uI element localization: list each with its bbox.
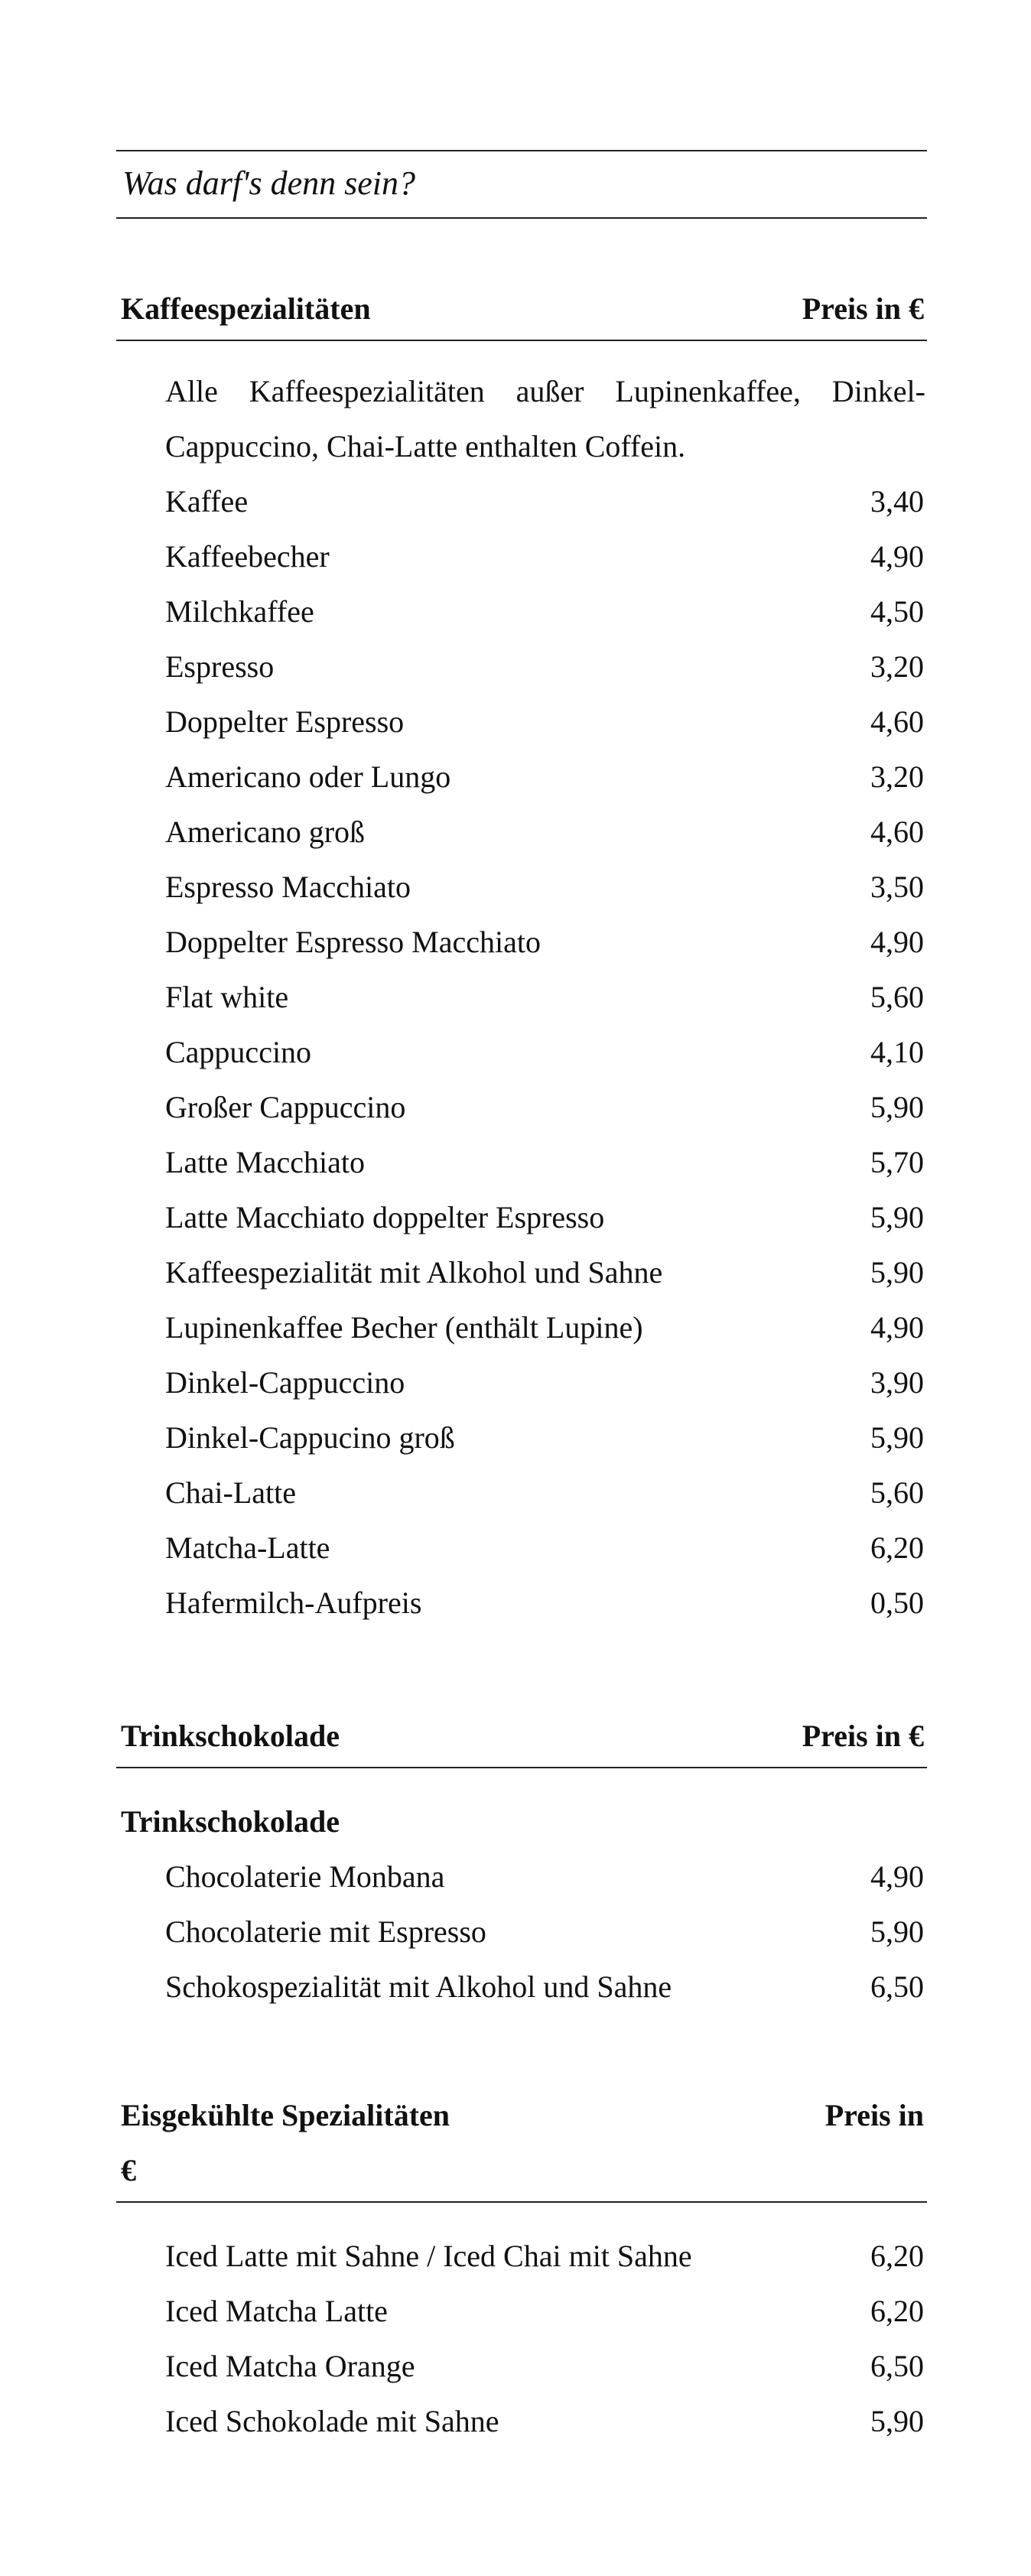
- item-name: Iced Matcha Orange: [165, 2349, 415, 2383]
- item-price: 3,40: [870, 484, 924, 519]
- menu-item: [165, 1849, 924, 1904]
- menu-item: [165, 805, 924, 860]
- page-title: Was darf's denn sein?: [122, 164, 416, 202]
- item-name: Latte Macchiato: [165, 1145, 365, 1179]
- menu-item: [165, 2284, 924, 2339]
- section-header-eisgekuehlte-spezialitaeten: [121, 2088, 924, 2198]
- item-name: Hafermilch-Aufpreis: [165, 1586, 422, 1620]
- item-name: Iced Matcha Latte: [165, 2294, 388, 2328]
- item-price: 6,20: [870, 2294, 924, 2328]
- item-price: 5,70: [870, 1145, 924, 1179]
- item-name: Americano groß: [165, 815, 366, 849]
- caffeine-note: Alle Kaffeespezialitäten außer Lupinenkaffee, Dinkel-Cappuccino, Chai-Latte enthalten Coffein.: [165, 374, 925, 463]
- item-name: Matcha-Latte: [165, 1530, 330, 1565]
- price-column-heading: Preis in €: [802, 291, 924, 326]
- menu-item: [165, 1410, 924, 1465]
- item-price: 5,90: [870, 2404, 924, 2438]
- menu-item: [165, 584, 924, 639]
- item-name: Doppelter Espresso: [165, 704, 405, 739]
- menu-item: [165, 1960, 924, 2015]
- menu-item: [165, 1300, 924, 1355]
- item-price: 6,20: [870, 1530, 924, 1565]
- subsection-heading: Trinkschokolade: [121, 1804, 340, 1839]
- menu-item: [165, 1245, 924, 1300]
- menu-item: [165, 694, 924, 750]
- item-price: 3,20: [870, 759, 924, 794]
- item-price: 5,60: [870, 980, 924, 1014]
- item-name: Chai-Latte: [165, 1475, 297, 1510]
- divider: [116, 1767, 927, 1768]
- divider: [116, 217, 927, 219]
- item-price: 3,90: [870, 1365, 924, 1400]
- section-heading: Eisgekühlte Spezialitäten: [121, 2098, 450, 2132]
- item-price: 4,90: [870, 1859, 924, 1894]
- menu-item: [165, 474, 924, 529]
- item-price: 5,90: [870, 1914, 924, 1949]
- item-name: Latte Macchiato doppelter Espresso: [165, 1200, 605, 1234]
- item-price: 3,50: [870, 870, 924, 904]
- item-price: 5,90: [870, 1255, 924, 1290]
- item-name: Iced Latte mit Sahne / Iced Chai mit Sahne: [165, 2239, 692, 2273]
- menu-item: [165, 915, 924, 970]
- item-price: 4,10: [870, 1035, 924, 1069]
- menu-item: [165, 970, 924, 1025]
- price-column-heading: Preis in €: [802, 1719, 924, 1753]
- divider: [116, 150, 927, 151]
- item-price: 4,60: [870, 704, 924, 739]
- section-heading: Kaffeespezialitäten: [121, 291, 371, 326]
- menu-item: [165, 1080, 924, 1135]
- menu-item: [165, 1190, 924, 1245]
- item-price: 5,60: [870, 1475, 924, 1510]
- item-name: Dinkel-Cappucino groß: [165, 1420, 455, 1455]
- divider: [116, 340, 927, 341]
- item-price: 0,50: [870, 1586, 924, 1620]
- item-price: 6,50: [870, 2349, 924, 2383]
- menu-item: [165, 2394, 924, 2449]
- item-price: 4,50: [870, 594, 924, 629]
- menu-item: [165, 2229, 924, 2284]
- menu-item: [165, 1521, 924, 1576]
- item-name: Kaffeebecher: [165, 539, 330, 574]
- menu-item: [165, 1355, 924, 1410]
- price-column-heading: Preis in: [824, 2098, 924, 2132]
- menu-item: [165, 1135, 924, 1190]
- item-price: 3,20: [870, 649, 924, 684]
- menu-item: [165, 2339, 924, 2394]
- item-name: Cappuccino: [165, 1035, 312, 1069]
- menu-item: [165, 1465, 924, 1521]
- item-name: Chocolaterie mit Espresso: [165, 1914, 486, 1949]
- item-price: 4,60: [870, 815, 924, 849]
- menu-item: [165, 750, 924, 805]
- menu-item: [165, 639, 924, 694]
- item-price: 4,90: [870, 925, 924, 959]
- item-price: 5,90: [870, 1200, 924, 1234]
- item-name: Americano oder Lungo: [165, 759, 451, 794]
- item-name: Chocolaterie Monbana: [165, 1859, 445, 1894]
- item-name: Dinkel-Cappuccino: [165, 1365, 405, 1400]
- menu-item: [165, 1904, 924, 1960]
- price-column-heading-continued: €: [121, 2153, 136, 2187]
- item-name: Milchkaffee: [165, 594, 314, 629]
- menu-item: [165, 860, 924, 915]
- item-name: Iced Schokolade mit Sahne: [165, 2404, 499, 2438]
- item-price: 4,90: [870, 539, 924, 574]
- item-name: Espresso Macchiato: [165, 870, 411, 904]
- item-name: Flat white: [165, 980, 289, 1014]
- item-name: Schokospezialität mit Alkohol und Sahne: [165, 1969, 672, 2004]
- section-header-kaffeespezialitaeten: [121, 281, 924, 337]
- item-price: 5,90: [870, 1420, 924, 1455]
- item-name: Doppelter Espresso Macchiato: [165, 925, 541, 959]
- item-price: 5,90: [870, 1090, 924, 1124]
- menu-item: [165, 1025, 924, 1080]
- section-header-trinkschokolade: [121, 1709, 924, 1764]
- item-name: Großer Cappuccino: [165, 1090, 406, 1124]
- item-price: 4,90: [870, 1310, 924, 1345]
- item-name: Kaffeespezialität mit Alkohol und Sahne: [165, 1255, 663, 1290]
- section-heading: Trinkschokolade: [121, 1719, 340, 1753]
- item-name: Espresso: [165, 649, 275, 684]
- divider: [116, 2201, 927, 2203]
- item-name: Kaffee: [165, 484, 249, 519]
- item-price: 6,20: [870, 2239, 924, 2273]
- item-name: Lupinenkaffee Becher (enthält Lupine): [165, 1310, 643, 1345]
- menu-item: [165, 529, 924, 584]
- item-price: 6,50: [870, 1969, 924, 2004]
- menu-item: [165, 1576, 924, 1631]
